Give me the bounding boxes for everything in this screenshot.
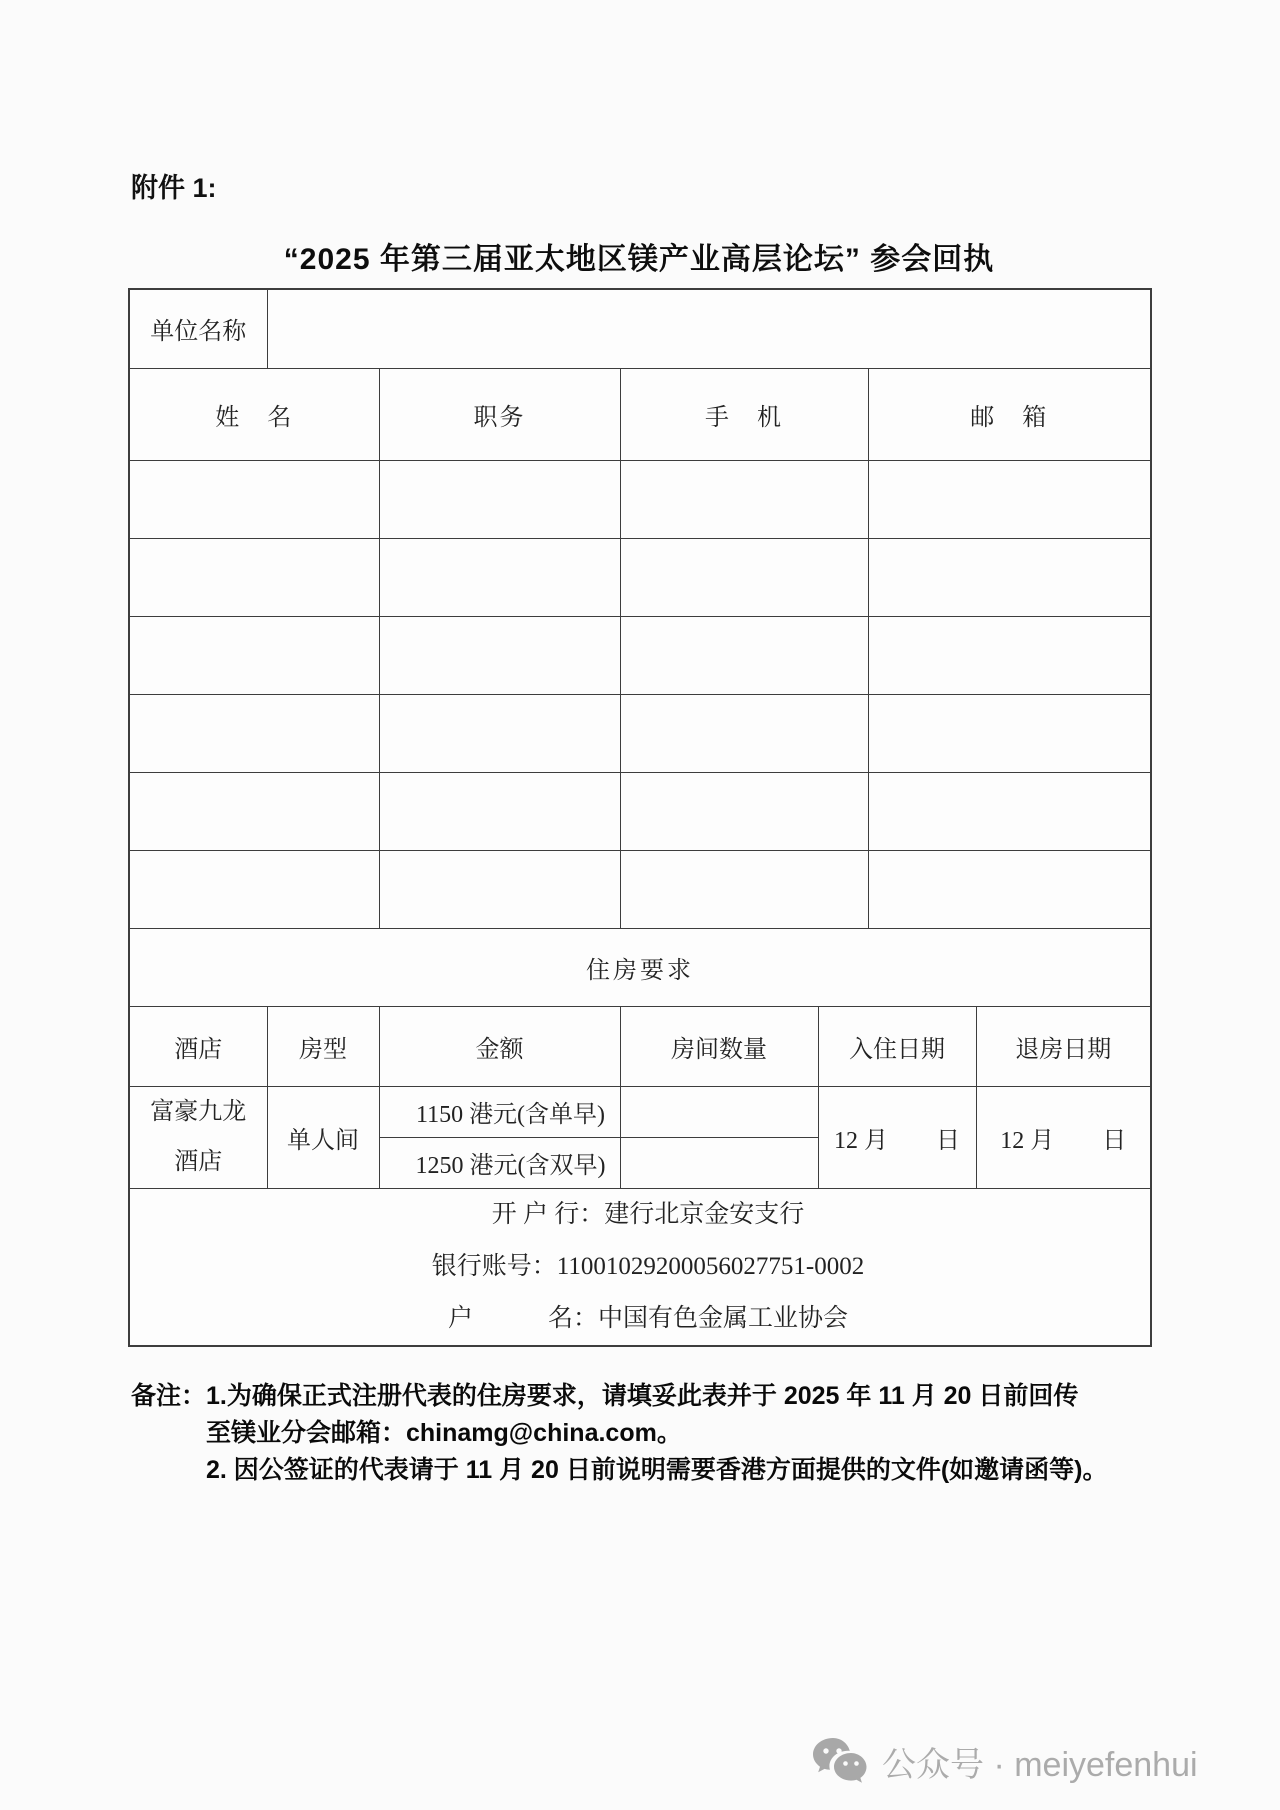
col-header-room-count: 房间数量: [620, 1006, 818, 1086]
note-item1-line1: 1.为确保正式注册代表的住房要求，请填妥此表并于 2025 年 11 月 20 日前回传: [206, 1382, 1079, 1410]
col-header-checkin: 入住日期: [818, 1006, 976, 1086]
email-cell: [868, 460, 1151, 538]
name-cell: [129, 694, 379, 772]
position-cell: [379, 616, 620, 694]
watermark-text: 公众号 · meiyefenhui: [882, 1745, 1198, 1784]
org-name-input-cell: [267, 289, 1151, 368]
email-cell: [868, 538, 1151, 616]
bank-account-number: 银行账号：11001029200056027751-0002: [431, 1252, 865, 1280]
bank-info-cell: [129, 1188, 1151, 1346]
position-cell: [379, 460, 620, 538]
bank-account-name: 户 名：中国有色金属工业协会: [447, 1304, 848, 1332]
position-cell: [379, 538, 620, 616]
person-row-6: [129, 850, 1151, 928]
email-cell: [868, 616, 1151, 694]
bank-info-row: [129, 1188, 1151, 1346]
person-row-2: [129, 538, 1151, 616]
housing-section-row: [129, 928, 1151, 1006]
note-line-1: [131, 1378, 1171, 1415]
col-header-mobile: 手 机: [620, 368, 868, 460]
col-header-hotel: 酒店: [129, 1006, 267, 1086]
mobile-cell: [620, 460, 868, 538]
housing-section-title: 住房要求: [129, 928, 1151, 1006]
hotel-row-1: [129, 1086, 1151, 1137]
notes-label: 备注：: [131, 1382, 207, 1410]
attachment-label: 附件 1:: [131, 173, 217, 203]
mobile-cell: [620, 694, 868, 772]
person-row-4: [129, 694, 1151, 772]
price-single-cell: 1150 港元(含单早): [379, 1086, 620, 1137]
name-cell: [129, 460, 379, 538]
org-name-row: [129, 289, 1151, 368]
registration-form-table: [128, 288, 1152, 1347]
mobile-cell: [620, 616, 868, 694]
email-cell: [868, 850, 1151, 928]
position-cell: [379, 850, 620, 928]
position-cell: [379, 694, 620, 772]
col-header-name: 姓 名: [129, 368, 379, 460]
room-type-cell: 单人间: [267, 1086, 379, 1188]
hotel-name-cell: [129, 1086, 267, 1188]
hotel-name-line2: 酒店: [174, 1149, 223, 1175]
person-row-1: [129, 460, 1151, 538]
wechat-icon: [812, 1736, 870, 1786]
name-cell: [129, 850, 379, 928]
col-header-room-type: 房型: [267, 1006, 379, 1086]
col-header-checkout: 退房日期: [976, 1006, 1151, 1086]
org-name-label: 单位名称: [129, 289, 267, 368]
checkin-date-cell: 12 月 日: [818, 1086, 976, 1188]
email-cell: [868, 772, 1151, 850]
notes-section: [131, 1378, 1171, 1489]
room-count-cell-2: [620, 1137, 818, 1188]
name-cell: [129, 616, 379, 694]
email-cell: [868, 694, 1151, 772]
name-cell: [129, 772, 379, 850]
checkout-date-cell: 12 月 日: [976, 1086, 1151, 1188]
note-item2: 2. 因公签证的代表请于 11 月 20 日前说明需要香港方面提供的文件(如邀请函等)。: [206, 1456, 1108, 1484]
col-header-amount: 金额: [379, 1006, 620, 1086]
wechat-watermark: [812, 1736, 1198, 1786]
mobile-cell: [620, 772, 868, 850]
people-header-row: [129, 368, 1151, 460]
bank-opening-bank: 开 户 行：建行北京金安支行: [491, 1200, 805, 1228]
mobile-cell: [620, 850, 868, 928]
price-double-cell: 1250 港元(含双早): [379, 1137, 620, 1188]
note-item1-line2: 至镁业分会邮箱：chinamg@china.com。: [206, 1419, 682, 1447]
person-row-5: [129, 772, 1151, 850]
position-cell: [379, 772, 620, 850]
mobile-cell: [620, 538, 868, 616]
room-count-cell-1: [620, 1086, 818, 1137]
col-header-position: 职务: [379, 368, 620, 460]
hotel-name-line1: 富豪九龙: [150, 1099, 247, 1125]
person-row-3: [129, 616, 1151, 694]
page-title: “2025 年第三届亚太地区镁产业高层论坛” 参会回执: [283, 243, 995, 276]
name-cell: [129, 538, 379, 616]
col-header-email: 邮 箱: [868, 368, 1151, 460]
hotel-header-row: [129, 1006, 1151, 1086]
